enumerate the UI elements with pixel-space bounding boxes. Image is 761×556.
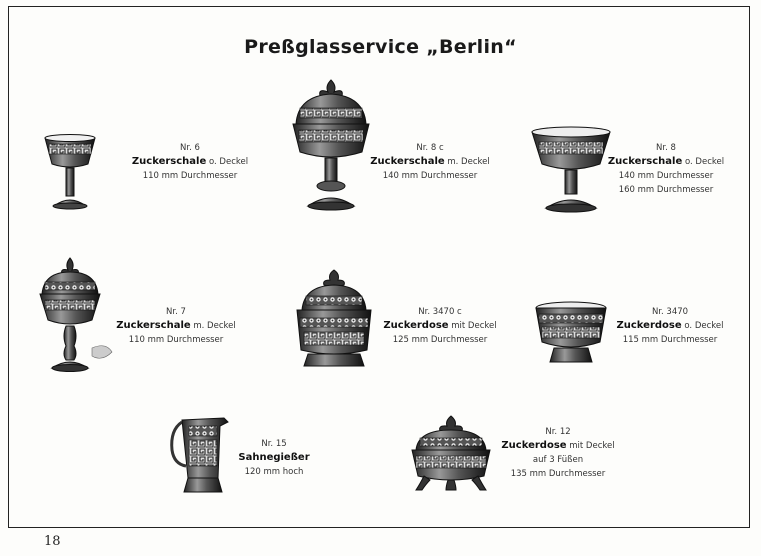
item-size: 120 mm hoch bbox=[244, 467, 304, 477]
item-number: Nr. 15 bbox=[261, 439, 287, 449]
item-number: Nr. 6 bbox=[180, 143, 200, 153]
tall-covered-goblet-icon bbox=[36, 256, 114, 374]
footed-bowl-icon bbox=[42, 132, 98, 214]
item-name: Zuckerdose bbox=[501, 440, 567, 451]
item-name: Zuckerdose bbox=[383, 320, 449, 331]
item-name: Zuckerschale bbox=[607, 156, 683, 167]
open-sugar-bowl-icon bbox=[534, 300, 608, 368]
item-size: 110 mm Durchmesser bbox=[142, 171, 238, 181]
item-lid: o. Deckel bbox=[684, 321, 724, 331]
item-size: 160 mm Durchmesser bbox=[618, 185, 714, 195]
item-lid: m. Deckel bbox=[193, 321, 236, 331]
item-size: auf 3 Füßen bbox=[532, 455, 584, 465]
item-number: Nr. 3470 c bbox=[418, 307, 462, 317]
item-lid: o. Deckel bbox=[208, 157, 249, 167]
three-footed-covered-box-icon bbox=[408, 414, 494, 494]
item-lid: mit Deckel bbox=[451, 321, 497, 331]
item-size: 135 mm Durchmesser bbox=[510, 469, 606, 479]
page-frame bbox=[8, 6, 750, 528]
item-name: Sahnegießer bbox=[238, 452, 310, 463]
item-name: Zuckerschale bbox=[370, 156, 445, 167]
item-number: Nr. 12 bbox=[545, 427, 571, 437]
page-number: 18 bbox=[44, 534, 61, 549]
item-lid: mit Deckel bbox=[569, 441, 615, 451]
item-lid: m. Deckel bbox=[447, 157, 490, 167]
item-name: Zuckerschale bbox=[131, 156, 207, 167]
item-size: 125 mm Durchmesser bbox=[392, 335, 488, 345]
page-title: Preßglasservice „Berlin“ bbox=[244, 36, 517, 58]
item-name: Zuckerschale bbox=[116, 320, 191, 331]
item-number: Nr. 8 bbox=[656, 143, 676, 153]
item-size: 140 mm Durchmesser bbox=[382, 171, 478, 181]
item-number: Nr. 8 c bbox=[416, 143, 444, 153]
item-lid: o. Deckel bbox=[684, 157, 725, 167]
covered-sugar-box-icon bbox=[294, 268, 374, 370]
item-size: 140 mm Durchmesser bbox=[618, 171, 714, 181]
item-size: 110 mm Durchmesser bbox=[128, 335, 224, 345]
item-name: Zuckerdose bbox=[616, 320, 682, 331]
item-number: Nr. 3470 bbox=[651, 307, 689, 317]
item-size: 115 mm Durchmesser bbox=[622, 335, 718, 345]
item-number: Nr. 7 bbox=[166, 307, 186, 317]
